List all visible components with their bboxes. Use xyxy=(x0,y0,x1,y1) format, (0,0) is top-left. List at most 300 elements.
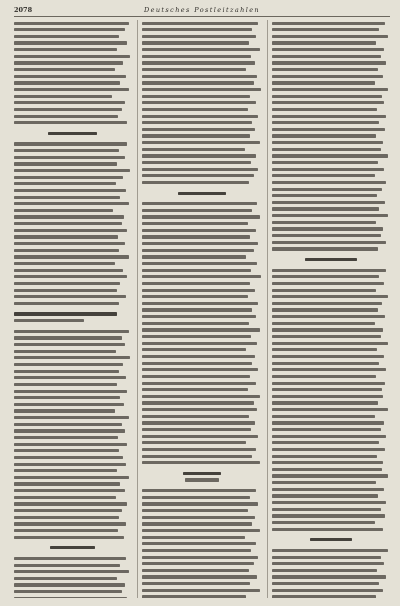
illegible-text-run xyxy=(272,194,377,197)
illegible-text-run xyxy=(142,595,246,598)
illegible-text-run xyxy=(272,121,379,124)
directory-entry-line xyxy=(272,113,390,119)
illegible-text-run xyxy=(14,319,84,322)
illegible-text-run xyxy=(14,350,116,353)
illegible-text-run xyxy=(272,75,383,78)
illegible-text-run xyxy=(14,416,129,419)
illegible-text-run xyxy=(142,262,257,265)
illegible-text-run xyxy=(14,289,117,292)
directory-entry-line xyxy=(14,20,131,26)
illegible-text-run xyxy=(14,330,129,333)
illegible-text-run xyxy=(272,188,382,191)
illegible-text-run xyxy=(272,575,386,578)
illegible-text-run xyxy=(272,508,381,511)
illegible-text-run xyxy=(142,428,251,431)
directory-entry-line xyxy=(14,120,131,126)
directory-entry-line xyxy=(142,166,262,172)
directory-entry-line xyxy=(272,327,390,333)
illegible-text-run xyxy=(142,222,248,225)
illegible-text-run xyxy=(14,429,125,432)
illegible-text-run xyxy=(14,101,125,104)
directory-entry-line xyxy=(142,501,262,507)
directory-entry-line xyxy=(14,527,131,533)
illegible-text-run xyxy=(272,308,378,311)
directory-entry-line xyxy=(14,454,131,460)
illegible-text-run xyxy=(142,154,256,157)
directory-entry-line xyxy=(142,367,262,373)
directory-entry-line xyxy=(272,73,390,79)
illegible-text-run xyxy=(142,235,250,238)
directory-entry-line xyxy=(14,227,131,233)
illegible-text-run xyxy=(272,68,378,71)
illegible-text-run xyxy=(272,282,384,285)
illegible-text-run xyxy=(272,488,384,491)
directory-entry-line xyxy=(14,569,131,575)
illegible-text-run xyxy=(14,489,125,492)
illegible-text-run xyxy=(272,81,375,84)
illegible-text-run xyxy=(14,529,118,532)
directory-entry-line xyxy=(14,234,131,240)
illegible-text-run xyxy=(142,35,256,38)
directory-entry-line xyxy=(14,247,131,253)
illegible-text-run xyxy=(272,348,377,351)
directory-entry-line xyxy=(14,106,131,112)
directory-entry-line xyxy=(142,40,262,46)
illegible-text-run xyxy=(272,95,382,98)
illegible-text-run xyxy=(272,415,375,418)
directory-entry-line xyxy=(14,174,131,180)
illegible-text-run xyxy=(142,355,255,358)
directory-entry-line xyxy=(272,360,390,366)
illegible-text-run xyxy=(14,469,117,472)
section-heading xyxy=(14,311,131,317)
illegible-text-run xyxy=(142,121,252,124)
illegible-text-run xyxy=(142,328,260,331)
directory-entry-line xyxy=(142,554,262,560)
directory-entry-line xyxy=(14,415,131,421)
directory-entry-line xyxy=(14,375,131,381)
illegible-text-run xyxy=(272,589,383,592)
directory-entry-line xyxy=(142,153,262,159)
illegible-text-run xyxy=(142,68,246,71)
directory-entry-line xyxy=(142,541,262,547)
illegible-text-run xyxy=(14,282,120,285)
directory-entry-line xyxy=(142,521,262,527)
illegible-text-run xyxy=(142,322,249,325)
directory-entry-line xyxy=(142,534,262,540)
illegible-text-run xyxy=(14,28,125,31)
directory-entry-line xyxy=(142,294,262,300)
illegible-text-run xyxy=(14,409,115,412)
directory-entry-line xyxy=(272,393,390,399)
column-divider-2 xyxy=(267,20,268,598)
directory-entry-line xyxy=(14,66,131,72)
directory-entry-line xyxy=(14,161,131,167)
directory-entry-line xyxy=(142,267,262,273)
illegible-text-run xyxy=(14,182,116,185)
illegible-text-run xyxy=(272,461,383,464)
illegible-text-run xyxy=(48,132,97,135)
illegible-text-run xyxy=(272,595,376,598)
directory-entry-line xyxy=(142,393,262,399)
directory-entry-line xyxy=(14,448,131,454)
directory-entry-line xyxy=(272,53,390,59)
illegible-text-run xyxy=(272,562,384,565)
illegible-text-run xyxy=(310,538,352,541)
directory-entry-line xyxy=(14,355,131,361)
illegible-text-run xyxy=(14,516,119,519)
illegible-text-run xyxy=(272,108,377,111)
directory-entry-line xyxy=(142,146,262,152)
illegible-text-run xyxy=(142,88,261,91)
directory-entry-line xyxy=(14,488,131,494)
directory-entry-line xyxy=(14,514,131,520)
directory-entry-line xyxy=(142,314,262,320)
directory-entry-line xyxy=(272,153,390,159)
directory-entry-line xyxy=(14,154,131,160)
illegible-text-run xyxy=(14,583,125,586)
directory-entry-line xyxy=(272,80,390,86)
directory-entry-line xyxy=(272,206,390,212)
directory-entry-line xyxy=(272,347,390,353)
illegible-text-run xyxy=(142,282,250,285)
illegible-text-run xyxy=(272,181,386,184)
directory-entry-line xyxy=(142,47,262,53)
illegible-text-run xyxy=(142,496,250,499)
illegible-text-run xyxy=(14,149,119,152)
illegible-text-run xyxy=(142,556,258,559)
illegible-text-run xyxy=(142,41,249,44)
directory-entry-line xyxy=(14,27,131,33)
directory-entry-line xyxy=(272,433,390,439)
directory-entry-line xyxy=(272,146,390,152)
illegible-text-run xyxy=(142,415,249,418)
directory-entry-line xyxy=(272,420,390,426)
illegible-text-run xyxy=(142,61,255,64)
directory-entry-line xyxy=(14,141,131,147)
directory-entry-line xyxy=(14,260,131,266)
illegible-text-run xyxy=(272,302,382,305)
directory-entry-line xyxy=(272,226,390,232)
directory-entry-line xyxy=(14,401,131,407)
directory-entry-line xyxy=(14,589,131,595)
directory-entry-line xyxy=(142,581,262,587)
directory-entry-line xyxy=(142,514,262,520)
illegible-text-run xyxy=(142,582,250,585)
directory-entry-line xyxy=(14,434,131,440)
directory-entry-line xyxy=(272,33,390,39)
illegible-text-run xyxy=(14,22,129,25)
illegible-text-run xyxy=(14,169,130,172)
directory-entry-line xyxy=(142,241,262,247)
illegible-text-run xyxy=(142,362,252,365)
directory-entry-line xyxy=(272,314,390,320)
illegible-text-run xyxy=(272,22,385,25)
directory-entry-line xyxy=(14,501,131,507)
text-column-1 xyxy=(14,20,131,598)
illegible-text-run xyxy=(272,481,376,484)
directory-entry-line xyxy=(142,247,262,253)
illegible-text-run xyxy=(272,115,386,118)
section-heading xyxy=(14,545,131,551)
directory-entry-line xyxy=(142,360,262,366)
illegible-text-run xyxy=(142,342,257,345)
directory-entry-line xyxy=(142,420,262,426)
illegible-text-run xyxy=(14,564,120,567)
directory-entry-line xyxy=(14,562,131,568)
directory-entry-line xyxy=(14,421,131,427)
directory-entry-line xyxy=(272,367,390,373)
directory-entry-line xyxy=(142,477,262,483)
directory-entry-line xyxy=(272,594,390,598)
directory-entry-line xyxy=(272,353,390,359)
directory-entry-line xyxy=(272,267,390,273)
directory-entry-line xyxy=(14,428,131,434)
directory-entry-line xyxy=(14,474,131,480)
illegible-text-run xyxy=(14,376,126,379)
text-column-3 xyxy=(272,20,390,598)
directory-entry-line xyxy=(14,47,131,53)
illegible-text-run xyxy=(142,174,254,177)
illegible-text-run xyxy=(14,121,127,124)
illegible-text-run xyxy=(272,289,376,292)
illegible-text-run xyxy=(272,241,386,244)
directory-entry-line xyxy=(142,300,262,306)
directory-entry-line xyxy=(272,40,390,46)
directory-entry-line xyxy=(142,574,262,580)
illegible-text-run xyxy=(142,95,250,98)
directory-entry-line xyxy=(272,574,390,580)
illegible-text-run xyxy=(14,302,119,305)
illegible-text-run xyxy=(142,308,252,311)
illegible-text-run xyxy=(14,262,115,265)
directory-entry-line xyxy=(142,413,262,419)
directory-entry-line xyxy=(14,521,131,527)
illegible-text-run xyxy=(14,403,124,406)
illegible-text-run xyxy=(272,234,381,237)
directory-entry-line xyxy=(142,234,262,240)
directory-entry-line xyxy=(272,440,390,446)
illegible-text-run xyxy=(272,88,388,91)
directory-entry-line xyxy=(272,466,390,472)
illegible-text-run xyxy=(50,546,94,549)
illegible-text-run xyxy=(272,474,388,477)
illegible-text-run xyxy=(272,247,378,250)
illegible-text-run xyxy=(142,348,246,351)
illegible-text-run xyxy=(14,476,129,479)
illegible-text-run xyxy=(142,562,254,565)
directory-entry-line xyxy=(272,166,390,172)
directory-entry-line xyxy=(14,40,131,46)
illegible-text-run xyxy=(272,342,388,345)
illegible-text-run xyxy=(142,509,248,512)
directory-entry-line xyxy=(14,468,131,474)
directory-entry-line xyxy=(272,460,390,466)
header-rule xyxy=(14,16,390,17)
illegible-text-run xyxy=(142,55,251,58)
directory-entry-line xyxy=(14,368,131,374)
illegible-text-run xyxy=(14,255,129,258)
directory-entry-line xyxy=(142,106,262,112)
illegible-text-run xyxy=(14,275,127,278)
illegible-text-run xyxy=(14,436,118,439)
illegible-text-run xyxy=(14,443,127,446)
directory-entry-line xyxy=(14,381,131,387)
directory-entry-line xyxy=(14,187,131,193)
directory-entry-line xyxy=(272,400,390,406)
directory-entry-line xyxy=(272,320,390,326)
directory-entry-line xyxy=(142,227,262,233)
illegible-text-run xyxy=(142,575,257,578)
directory-entry-line xyxy=(272,186,390,192)
illegible-text-run xyxy=(14,577,117,580)
illegible-text-run xyxy=(272,441,379,444)
illegible-text-run xyxy=(14,522,126,525)
directory-entry-line xyxy=(142,93,262,99)
illegible-text-run xyxy=(14,242,125,245)
illegible-text-run xyxy=(142,315,256,318)
illegible-text-run xyxy=(142,448,256,451)
illegible-text-run xyxy=(272,556,381,559)
directory-entry-line xyxy=(14,241,131,247)
directory-entry-line xyxy=(142,373,262,379)
directory-entry-line xyxy=(142,307,262,313)
directory-entry-line xyxy=(14,254,131,260)
illegible-text-run xyxy=(272,28,379,31)
page-number: 2078 xyxy=(14,6,33,14)
directory-entry-line xyxy=(272,446,390,452)
directory-entry-line xyxy=(272,219,390,225)
illegible-text-run xyxy=(272,582,379,585)
directory-entry-line xyxy=(142,280,262,286)
illegible-text-run xyxy=(272,201,385,204)
directory-entry-line xyxy=(14,167,131,173)
illegible-text-run xyxy=(185,478,219,481)
illegible-text-run xyxy=(142,382,256,385)
directory-entry-line xyxy=(272,287,390,293)
directory-entry-line xyxy=(142,27,262,33)
directory-entry-line xyxy=(272,453,390,459)
illegible-text-run xyxy=(272,134,376,137)
illegible-text-run xyxy=(272,528,383,531)
illegible-text-run xyxy=(14,75,126,78)
directory-entry-line xyxy=(14,555,131,561)
directory-entry-line xyxy=(272,120,390,126)
directory-entry-line xyxy=(14,194,131,200)
illegible-text-run xyxy=(14,229,127,232)
directory-entry-line xyxy=(142,327,262,333)
directory-entry-line xyxy=(142,567,262,573)
illegible-text-run xyxy=(14,162,117,165)
illegible-text-run xyxy=(14,463,126,466)
illegible-text-run xyxy=(14,61,123,64)
directory-entry-line xyxy=(142,347,262,353)
directory-entry-line xyxy=(14,280,131,286)
directory-entry-line xyxy=(142,400,262,406)
illegible-text-run xyxy=(14,81,120,84)
directory-entry-line xyxy=(14,148,131,154)
illegible-text-run xyxy=(142,168,258,171)
directory-entry-line xyxy=(14,181,131,187)
directory-entry-line xyxy=(14,441,131,447)
directory-entry-line xyxy=(14,348,131,354)
illegible-text-run xyxy=(272,35,388,38)
directory-entry-line xyxy=(142,527,262,533)
directory-entry-line xyxy=(142,120,262,126)
directory-entry-line xyxy=(14,408,131,414)
illegible-text-run xyxy=(14,370,119,373)
directory-entry-line xyxy=(142,53,262,59)
illegible-text-run xyxy=(14,142,127,145)
directory-entry-line xyxy=(14,86,131,92)
directory-entry-line xyxy=(272,300,390,306)
illegible-text-run xyxy=(142,141,260,144)
directory-entry-line xyxy=(272,473,390,479)
directory-entry-line xyxy=(142,86,262,92)
illegible-text-run xyxy=(142,408,257,411)
illegible-text-run xyxy=(272,362,379,365)
section-heading xyxy=(14,130,131,136)
directory-entry-line xyxy=(14,267,131,273)
illegible-text-run xyxy=(272,154,388,157)
directory-entry-line xyxy=(14,534,131,540)
illegible-text-run xyxy=(272,428,381,431)
directory-entry-line xyxy=(142,60,262,66)
directory-entry-line xyxy=(14,100,131,106)
directory-entry-line xyxy=(272,561,390,567)
directory-entry-line xyxy=(14,287,131,293)
directory-entry-line xyxy=(272,280,390,286)
directory-entry-line xyxy=(142,66,262,72)
directory-entry-line xyxy=(142,587,262,593)
directory-entry-line xyxy=(272,407,390,413)
directory-entry-line xyxy=(272,333,390,339)
directory-entry-line xyxy=(14,507,131,513)
directory-entry-line xyxy=(272,493,390,499)
directory-entry-line xyxy=(272,506,390,512)
directory-entry-line xyxy=(142,320,262,326)
directory-entry-line xyxy=(142,201,262,207)
illegible-text-run xyxy=(142,275,261,278)
illegible-text-run xyxy=(272,168,384,171)
illegible-text-run xyxy=(272,295,388,298)
directory-entry-line xyxy=(272,294,390,300)
directory-entry-line xyxy=(272,274,390,280)
illegible-text-run xyxy=(272,227,383,230)
directory-entry-line xyxy=(142,488,262,494)
directory-entry-line xyxy=(272,340,390,346)
illegible-text-run xyxy=(142,375,250,378)
illegible-text-run xyxy=(142,289,255,292)
illegible-text-run xyxy=(142,22,258,25)
illegible-text-run xyxy=(272,368,386,371)
illegible-text-run xyxy=(14,249,119,252)
illegible-text-run xyxy=(14,196,120,199)
directory-entry-line xyxy=(142,494,262,500)
illegible-text-run xyxy=(272,388,382,391)
directory-entry-line xyxy=(142,453,262,459)
illegible-text-run xyxy=(272,61,386,64)
illegible-text-run xyxy=(14,222,122,225)
directory-entry-line xyxy=(14,461,131,467)
directory-entry-line xyxy=(142,179,262,185)
directory-entry-line xyxy=(272,179,390,185)
directory-entry-line xyxy=(272,233,390,239)
directory-entry-line xyxy=(272,159,390,165)
directory-entry-line xyxy=(272,547,390,553)
directory-entry-line xyxy=(272,307,390,313)
text-column-2 xyxy=(142,20,262,598)
